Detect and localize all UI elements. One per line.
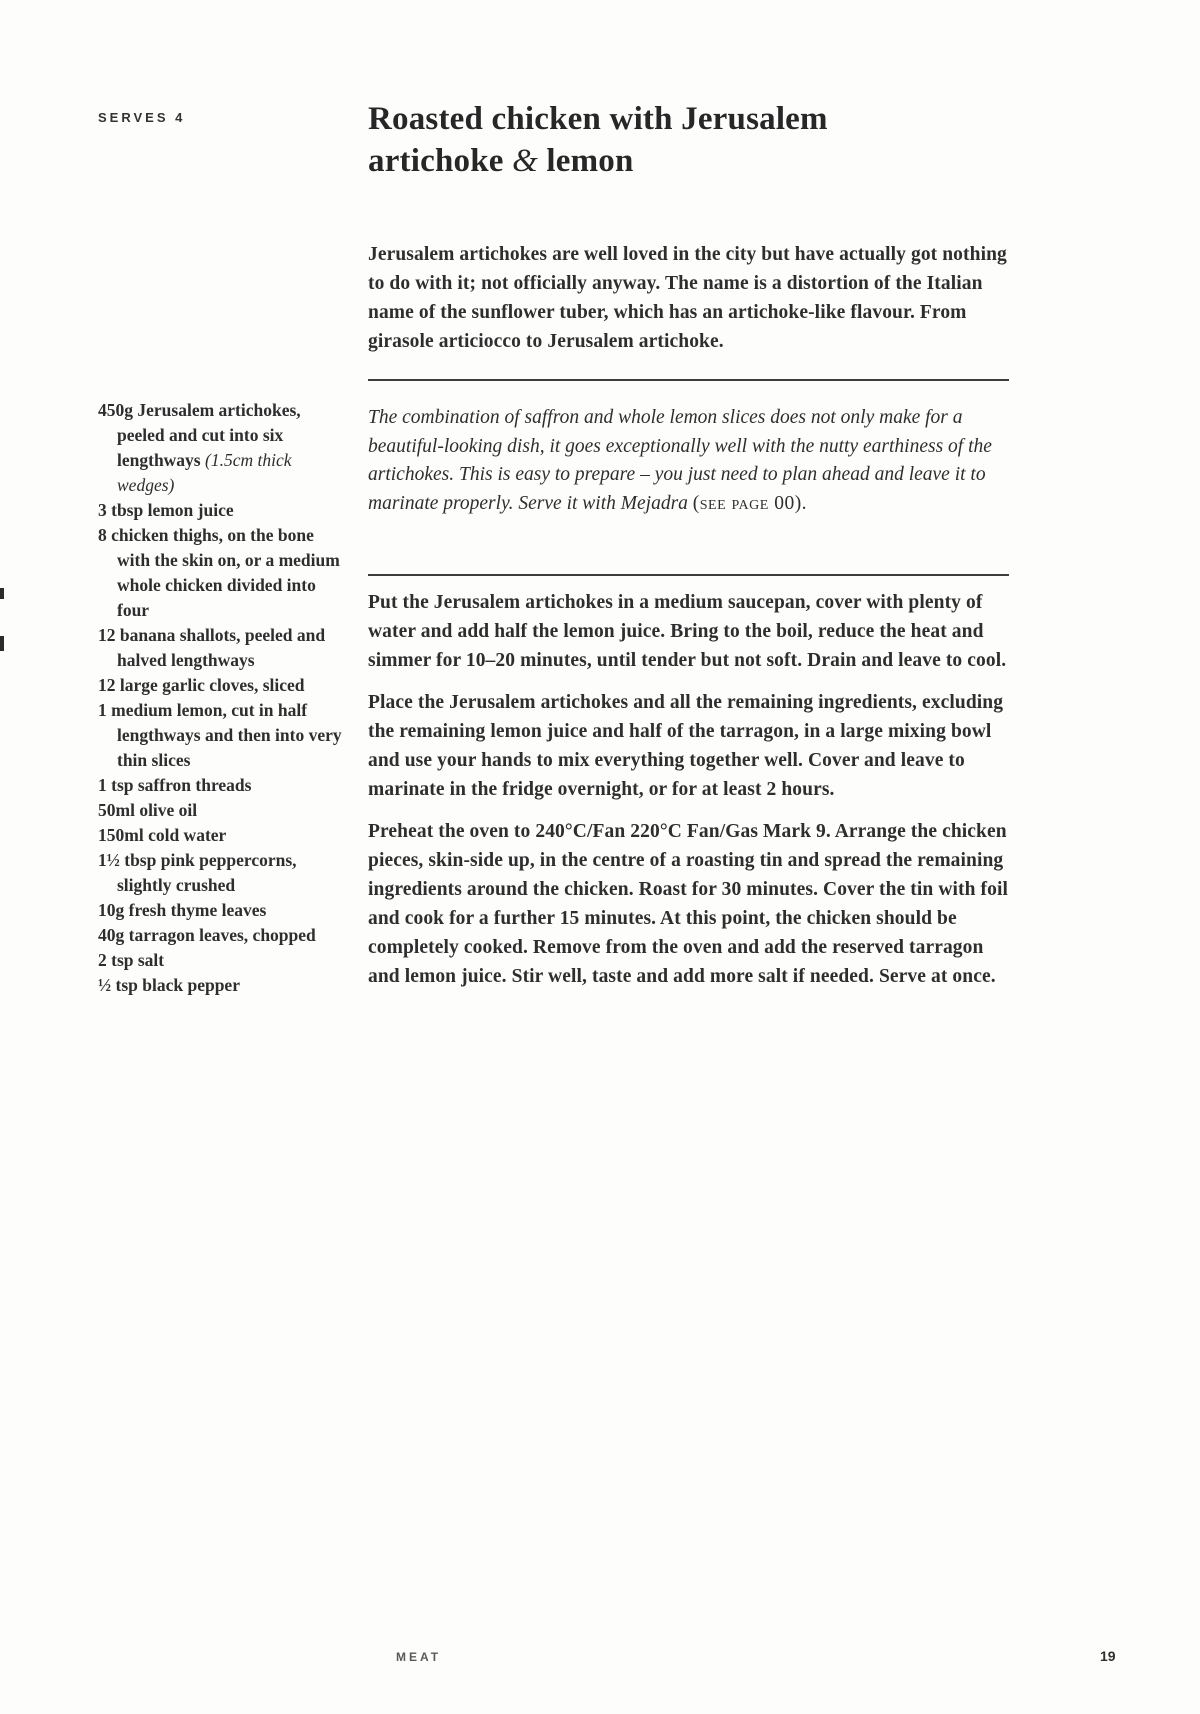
ingredient-text: 1 medium lemon, cut in half lengthways and then into very thin slices [98, 700, 342, 770]
serves-label: SERVES 4 [98, 110, 186, 125]
divider-rule-bottom [368, 574, 1009, 576]
page-title [368, 98, 828, 182]
ingredient-item [98, 398, 350, 498]
method-step-2: Place the Jerusalem artichokes and all the remaining ingredients, excluding the remaining lemon juice and half of the tarragon, in a large mixing bowl and use your hands to mix everything together well. Cover and leave to marinate in the fridge overnight, or for at least 2 hours. [368, 692, 1004, 800]
title-line-2-end: lemon [537, 143, 634, 179]
ingredient-item [98, 973, 350, 998]
ingredient-item [98, 898, 350, 923]
scan-artifact-mark [0, 588, 4, 599]
headnote-paragraph [368, 404, 1020, 518]
ingredient-item [98, 798, 350, 823]
headnote-page-reference: (see page 00). [692, 492, 808, 514]
ingredient-note: (1.5cm thick wedges) [117, 450, 292, 495]
title-line-1: Roasted chicken with Jerusalem [368, 101, 828, 137]
ingredient-text: 12 banana shallots, peeled and halved lengthways [98, 625, 326, 670]
ingredient-text: 450g Jerusalem artichokes, peeled and cut into six lengthways [98, 400, 301, 470]
ingredient-text: 1 tsp saffron threads [98, 775, 252, 795]
title-ampersand: & [512, 143, 538, 179]
ingredient-text: 150ml cold water [98, 825, 227, 845]
ingredient-text: 40g tarragon leaves, chopped [98, 925, 316, 945]
ingredient-item [98, 623, 350, 673]
intro-paragraph: Jerusalem artichokes are well loved in the city but have actually got nothing to do with it; not officially anyway. The name is a distortion of the Italian name of the sunflower tuber, which has an artichoke-like flavour. From girasole articiocco to Jerusalem artichoke. [368, 244, 1007, 352]
ingredient-item [98, 498, 350, 523]
ingredient-text: 8 chicken thighs, on the bone with the skin on, or a medium whole chicken divided into four [98, 525, 340, 620]
ingredient-text: 50ml olive oil [98, 800, 198, 820]
footer-section-label: MEAT [396, 1650, 442, 1664]
method-steps [368, 588, 1018, 1004]
ingredient-item [98, 848, 350, 898]
ingredient-item [98, 698, 350, 773]
ingredient-item [98, 523, 350, 623]
ingredient-text: 2 tsp salt [98, 950, 165, 970]
ingredient-item [98, 948, 350, 973]
footer-page-number: 19 [1100, 1648, 1116, 1664]
method-step-1: Put the Jerusalem artichokes in a medium saucepan, cover with plenty of water and add half the lemon juice. Bring to the boil, reduce the heat and simmer for 10–20 minutes, until tender but not soft. Drain and leave to cool. [368, 592, 1007, 671]
ingredient-item [98, 773, 350, 798]
ingredient-text: 10g fresh thyme leaves [98, 900, 267, 920]
divider-rule-top [368, 379, 1009, 381]
ingredients-list [98, 398, 350, 998]
headnote-italic-text: The combination of saffron and whole lemon slices does not only make for a beautiful-looking dish, it goes exceptionally well with the nutty earthiness of the artichokes. This is easy to prepare – you just need to plan ahead and leave it to marinate properly. Serve it with Mejadra [368, 407, 992, 514]
method-step-3: Preheat the oven to 240°C/Fan 220°C Fan/Gas Mark 9. Arrange the chicken pieces, skin-side up, in the centre of a roasting tin and spread the remaining ingredients around the chicken. Roast for 30 minutes. Cover the tin with foil and cook for a further 15 minutes. At this point, the chicken should be completely cooked. Remove from the oven and add the reserved tarragon and lemon juice. Stir well, taste and add more salt if needed. Serve at once. [368, 821, 1009, 987]
ingredient-text: 12 large garlic cloves, sliced [98, 675, 305, 695]
ingredient-text: ½ tsp black pepper [98, 975, 240, 995]
ingredient-item [98, 823, 350, 848]
scan-artifact-mark [0, 636, 4, 651]
title-line-2: artichoke [368, 143, 513, 179]
ingredient-item [98, 673, 350, 698]
ingredient-text: 3 tbsp lemon juice [98, 500, 234, 520]
ingredient-text: 1½ tbsp pink peppercorns, slightly crushed [98, 850, 297, 895]
ingredient-item [98, 923, 350, 948]
